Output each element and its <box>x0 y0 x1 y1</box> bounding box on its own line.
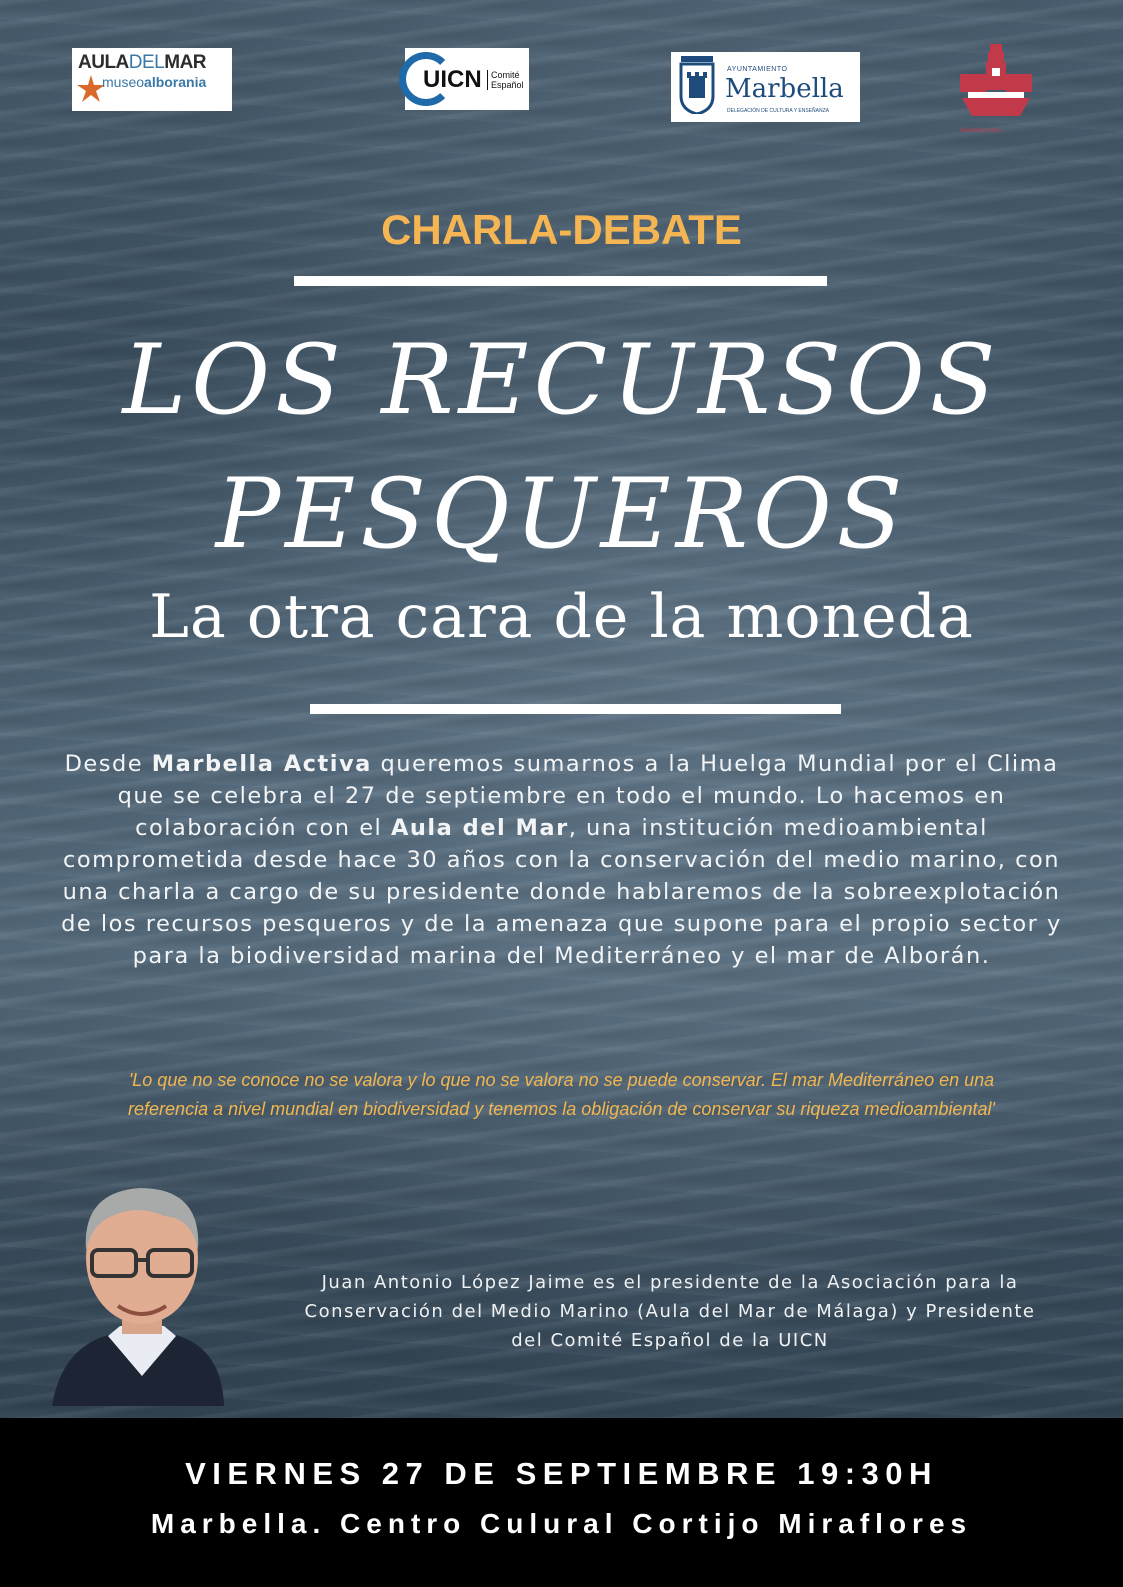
event-date-time: VIERNES 27 DE SEPTIEMBRE 19:30H <box>185 1456 938 1491</box>
uicn-logo-name: UICN <box>423 66 482 93</box>
marbella-activa-caption: Marbella Activa <box>960 128 1001 134</box>
marbella-logo-name: Marbella <box>725 74 844 104</box>
event-venue: Marbella. Centro Culural Cortijo Miraflores <box>150 1508 973 1539</box>
title-line-2: PESQUEROS <box>215 458 908 570</box>
uicn-logo <box>405 48 529 110</box>
aula-logo-wordmark: AULADELMAR <box>78 52 207 73</box>
aula-del-mar-mention: Aula del Mar <box>390 815 569 841</box>
subtitle: La otra cara de la moneda <box>149 582 974 652</box>
marbella-logo-delegacion: DELEGACIÓN DE CULTURA Y ENSEÑANZA <box>727 108 829 114</box>
footer-bar <box>0 1418 1123 1587</box>
event-type-heading: CHARLA-DEBATE <box>381 206 742 253</box>
divider-bottom <box>310 704 841 714</box>
aula-logo-subtitle: museoalborania <box>102 74 207 90</box>
marbella-activa-logo <box>956 44 1036 144</box>
aula-del-mar-logo <box>72 48 232 111</box>
divider-top <box>294 276 827 286</box>
title-line-1: LOS RECURSOS <box>122 324 1001 436</box>
ayuntamiento-marbella-logo <box>671 52 860 122</box>
speaker-bio: Juan Antonio López Jaime es el presidente de la Asociación para la Conservación del Medio Marino (Aula del Mar de Málaga) y Presidente del Comité Español de la UICN <box>304 1272 1036 1351</box>
marbella-activa-mention: Marbella Activa <box>151 751 372 777</box>
lighthouse-boat-icon <box>956 44 1036 128</box>
speaker-quote: 'Lo que no se conoce no se valora y lo que no se valora no se puede conservar. El mar Mediterráneo en una referencia a nivel mundial en biodiversidad y tenemos la obligación de conservar su riqueza medioambiental' <box>128 1070 995 1119</box>
speaker-portrait <box>52 1166 232 1406</box>
marbella-logo-ayuntamiento: AYUNTAMIENTO <box>727 66 788 73</box>
uicn-logo-subtitle: Comité Español <box>487 70 524 90</box>
city-shield-icon <box>677 56 717 114</box>
event-description: Desde Marbella Activa queremos sumarnos a la Huelga Mundial por el Clima que se celebra el 27 de septiembre en todo el mundo. Lo hacemos en colaboración con el Aula del Mar, una institución medioambiental comprometida desde hace 30 años con la conservación del medio marino, con una charla a cargo de su presidente donde hablaremos de la sobreexplotación de los recursos pesqueros y de la amenaza que supone para el propio sector y para la biodiversidad marina del Mediterráneo y el mar de Alborán. <box>61 751 1062 969</box>
